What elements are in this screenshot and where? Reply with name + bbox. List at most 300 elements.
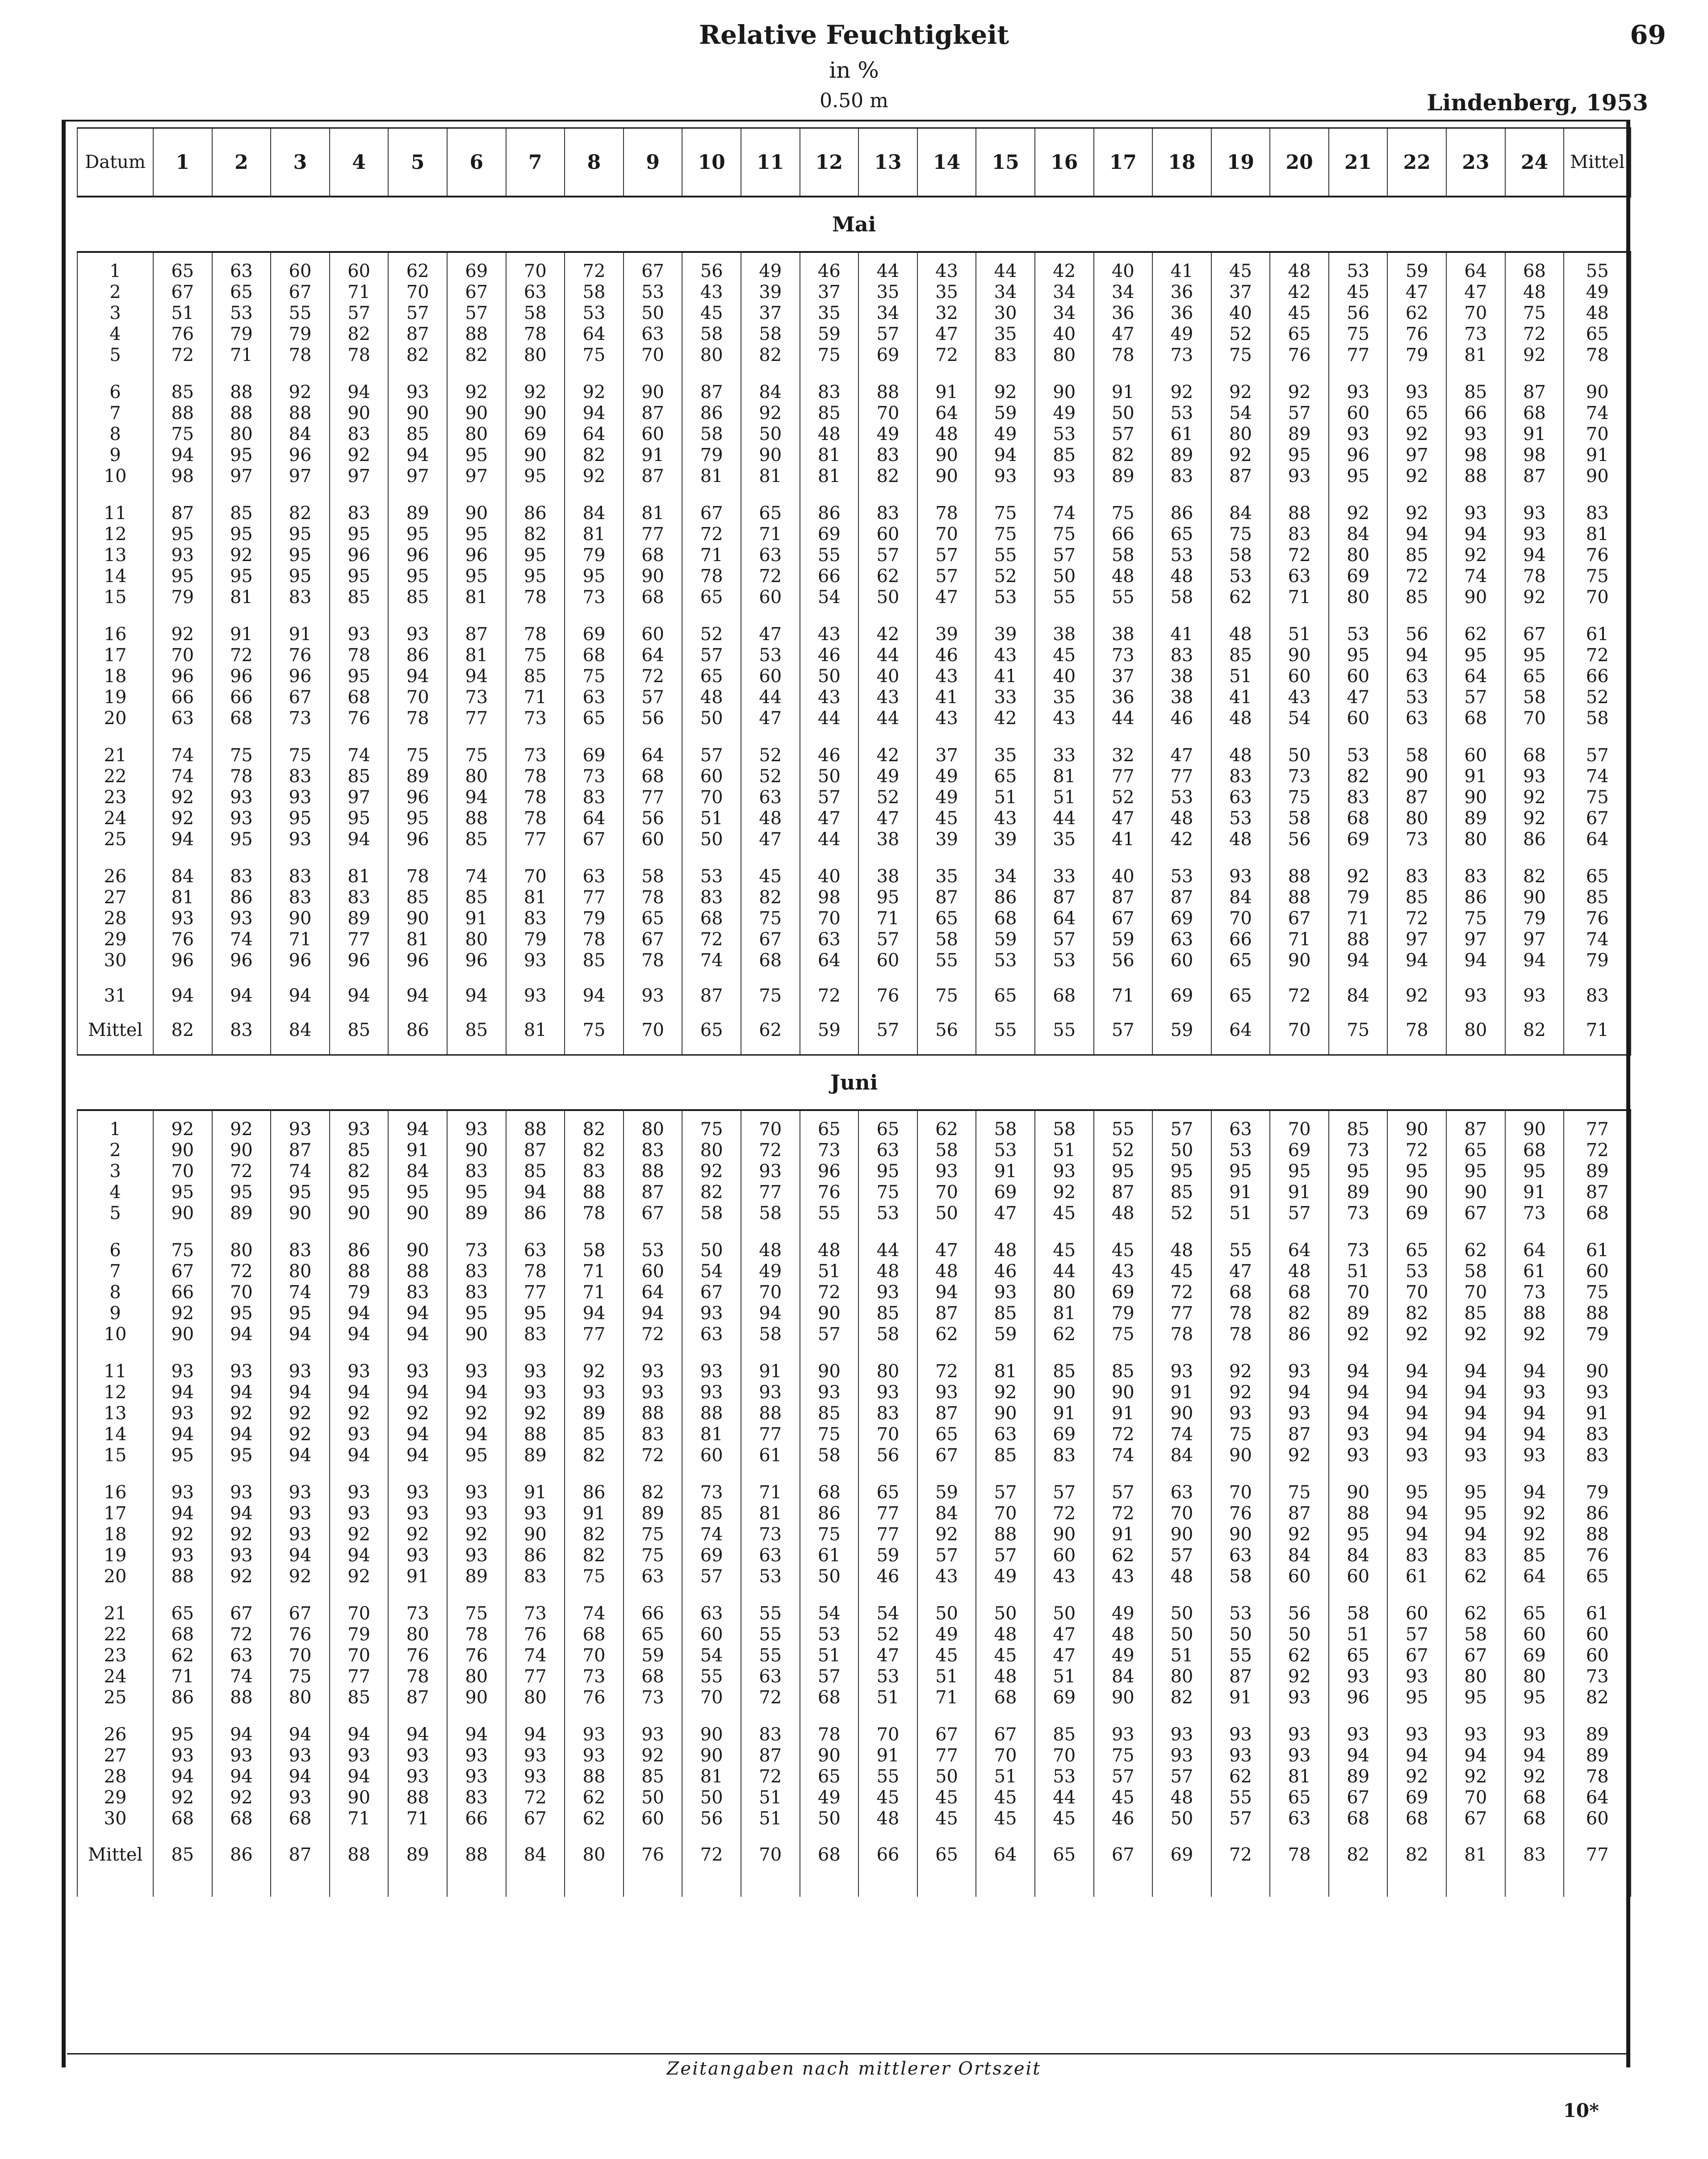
value: 53 bbox=[582, 303, 606, 323]
value: 91 bbox=[1053, 1403, 1076, 1424]
value: 77 bbox=[1586, 1119, 1609, 1140]
value: 35 bbox=[1053, 829, 1076, 850]
value: 70 bbox=[1288, 1119, 1311, 1140]
value: 94 bbox=[171, 1424, 194, 1445]
value: 66 bbox=[817, 566, 841, 587]
page-title: Relative Feuchtigkeit bbox=[699, 20, 1009, 50]
value: 68 bbox=[582, 1624, 606, 1645]
hour-value-cell bbox=[153, 495, 212, 616]
value: 88 bbox=[406, 1261, 429, 1282]
hour-value-cell bbox=[330, 979, 389, 1013]
hour-value-cell bbox=[271, 1110, 330, 1232]
value: 88 bbox=[465, 808, 488, 829]
hour-value-cell bbox=[1387, 495, 1446, 616]
value: 92 bbox=[1288, 1524, 1311, 1545]
value: 63 bbox=[582, 866, 606, 887]
value: 58 bbox=[1288, 808, 1311, 829]
value: 63 bbox=[1170, 929, 1193, 950]
table-bottom-spacer bbox=[77, 1879, 1631, 1897]
value: 55 bbox=[876, 1766, 900, 1787]
hour-value-cell bbox=[624, 252, 682, 374]
value: 94 bbox=[289, 985, 312, 1006]
value: 83 bbox=[876, 1403, 900, 1424]
value: 58 bbox=[1586, 708, 1609, 729]
value: 93 bbox=[171, 1745, 194, 1766]
date-cell bbox=[77, 858, 153, 979]
value: 50 bbox=[1170, 1624, 1193, 1645]
value: 46 bbox=[935, 645, 958, 666]
value: 85 bbox=[1464, 382, 1487, 402]
value: 94 bbox=[1464, 1403, 1487, 1424]
value: 56 bbox=[1347, 303, 1370, 323]
value: 82 bbox=[582, 1545, 606, 1566]
value: 97 bbox=[1405, 445, 1428, 465]
value: 78 bbox=[641, 950, 664, 971]
value: 94 bbox=[171, 1382, 194, 1403]
hour-value-cell bbox=[330, 1353, 389, 1474]
value: 92 bbox=[465, 1403, 488, 1424]
hour-value-cell bbox=[1094, 858, 1153, 979]
value: 68 bbox=[1523, 261, 1546, 281]
value: 61 bbox=[1405, 1566, 1428, 1587]
value: 77 bbox=[1111, 766, 1134, 787]
mean-value-cell: 82 bbox=[1387, 1837, 1446, 1879]
value: 12 bbox=[104, 1382, 127, 1403]
value: 86 bbox=[171, 1687, 194, 1708]
value: 31 bbox=[104, 985, 127, 1006]
value: 65 bbox=[582, 708, 606, 729]
value: 55 bbox=[759, 1603, 782, 1624]
hour-value-cell bbox=[506, 616, 565, 737]
date-cell bbox=[77, 1353, 153, 1474]
hour-value-cell bbox=[330, 1110, 389, 1232]
value: 84 bbox=[171, 866, 194, 887]
value: 89 bbox=[1347, 1303, 1370, 1324]
value: 73 bbox=[1170, 345, 1193, 365]
value: 75 bbox=[641, 1524, 664, 1545]
value: 59 bbox=[994, 929, 1017, 950]
value: 89 bbox=[1586, 1724, 1609, 1745]
value: 92 bbox=[1405, 1324, 1428, 1345]
value: 68 bbox=[230, 708, 253, 729]
mean-value-cell: 59 bbox=[800, 1013, 859, 1055]
value: 77 bbox=[465, 708, 488, 729]
value: 84 bbox=[1170, 1445, 1193, 1466]
value: 95 bbox=[347, 524, 371, 545]
value: 92 bbox=[1288, 382, 1311, 402]
daily-mean-cell bbox=[1564, 1595, 1631, 1716]
value: 87 bbox=[1229, 466, 1252, 486]
value: 50 bbox=[1170, 1808, 1193, 1829]
value: 88 bbox=[641, 1403, 664, 1424]
hour-value-cell bbox=[1329, 979, 1388, 1013]
value: 9 bbox=[109, 445, 121, 465]
value: 75 bbox=[1053, 524, 1076, 545]
value: 93 bbox=[935, 1161, 958, 1182]
value: 93 bbox=[1523, 985, 1546, 1006]
value: 45 bbox=[935, 808, 958, 829]
value: 67 bbox=[289, 1603, 312, 1624]
value: 14 bbox=[104, 1424, 127, 1445]
value: 68 bbox=[817, 1482, 841, 1503]
hour-value-cell bbox=[1270, 1353, 1329, 1474]
value: 93 bbox=[465, 1503, 488, 1524]
value: 75 bbox=[289, 745, 312, 766]
value: 94 bbox=[1464, 524, 1487, 545]
value: 90 bbox=[641, 382, 664, 402]
value: 46 bbox=[1170, 708, 1193, 729]
value: 94 bbox=[347, 985, 371, 1006]
value: 82 bbox=[582, 1445, 606, 1466]
value: 93 bbox=[230, 908, 253, 929]
value: 93 bbox=[1111, 1724, 1134, 1745]
hour-value-cell bbox=[1035, 737, 1094, 858]
value: 70 bbox=[171, 1161, 194, 1182]
value: 53 bbox=[1347, 261, 1370, 281]
value: 62 bbox=[582, 1787, 606, 1808]
value: 56 bbox=[1405, 624, 1428, 645]
value: 85 bbox=[700, 1503, 723, 1524]
hour-value-cell bbox=[800, 1232, 859, 1353]
value: 91 bbox=[1288, 1182, 1311, 1203]
value: 95 bbox=[230, 1445, 253, 1466]
value: 58 bbox=[700, 324, 723, 344]
value: 94 bbox=[406, 1119, 429, 1140]
hour-value-cell bbox=[447, 737, 506, 858]
value: 95 bbox=[230, 445, 253, 465]
monthly-mean-row bbox=[77, 1837, 1631, 1879]
value: 85 bbox=[230, 503, 253, 524]
value: 92 bbox=[1464, 1324, 1487, 1345]
value: 45 bbox=[759, 866, 782, 887]
value: 22 bbox=[104, 766, 127, 787]
value: 72 bbox=[1405, 1140, 1428, 1161]
value: 48 bbox=[1170, 566, 1193, 587]
hour-value-cell bbox=[1211, 1110, 1270, 1232]
value: 94 bbox=[347, 382, 371, 402]
mean-value-cell: 65 bbox=[1035, 1837, 1094, 1879]
value: 68 bbox=[1523, 403, 1546, 423]
value: 19 bbox=[104, 1545, 127, 1566]
hour-value-cell bbox=[1152, 1716, 1211, 1837]
value: 80 bbox=[230, 424, 253, 444]
value: 76 bbox=[347, 708, 371, 729]
value: 65 bbox=[759, 503, 782, 524]
value: 38 bbox=[876, 829, 900, 850]
value: 76 bbox=[171, 324, 194, 344]
value: 77 bbox=[641, 524, 664, 545]
value: 68 bbox=[230, 1808, 253, 1829]
value: 78 bbox=[1229, 1324, 1252, 1345]
value: 23 bbox=[104, 787, 127, 808]
value: 44 bbox=[876, 708, 900, 729]
value: 56 bbox=[641, 808, 664, 829]
value: 57 bbox=[1170, 1766, 1193, 1787]
value: 92 bbox=[465, 382, 488, 402]
value: 50 bbox=[700, 829, 723, 850]
value: 72 bbox=[641, 1445, 664, 1466]
value: 71 bbox=[700, 545, 723, 566]
value: 67 bbox=[1111, 908, 1134, 929]
value: 86 bbox=[1464, 887, 1487, 908]
value: 69 bbox=[1053, 1424, 1076, 1445]
value: 79 bbox=[1586, 1324, 1609, 1345]
value: 37 bbox=[1111, 666, 1134, 687]
hour-value-cell bbox=[917, 737, 976, 858]
value: 86 bbox=[817, 1503, 841, 1524]
hour-value-cell bbox=[506, 737, 565, 858]
value: 84 bbox=[1229, 887, 1252, 908]
value: 70 bbox=[876, 1724, 900, 1745]
value: 94 bbox=[465, 666, 488, 687]
hour-value-cell bbox=[624, 1353, 682, 1474]
value: 10 bbox=[104, 466, 127, 486]
mean-value-cell: 57 bbox=[858, 1013, 917, 1055]
value: 60 bbox=[1053, 1545, 1076, 1566]
value: 60 bbox=[876, 524, 900, 545]
value: 90 bbox=[523, 445, 547, 465]
value: 53 bbox=[700, 866, 723, 887]
hour-value-cell bbox=[1505, 374, 1564, 495]
value: 73 bbox=[1347, 1140, 1370, 1161]
value: 84 bbox=[1111, 1666, 1134, 1687]
value: 60 bbox=[1347, 403, 1370, 423]
value: 81 bbox=[347, 866, 371, 887]
value: 60 bbox=[700, 1445, 723, 1466]
value: 95 bbox=[1464, 1687, 1487, 1708]
spacer-cell bbox=[1505, 1879, 1564, 1897]
hour-value-cell bbox=[1387, 1595, 1446, 1716]
value: 92 bbox=[641, 1745, 664, 1766]
value: 79 bbox=[230, 324, 253, 344]
value: 94 bbox=[1464, 950, 1487, 971]
value: 92 bbox=[230, 1787, 253, 1808]
value: 49 bbox=[1170, 324, 1193, 344]
value: 47 bbox=[1053, 1624, 1076, 1645]
value: 58 bbox=[1464, 1624, 1487, 1645]
value: 83 bbox=[289, 887, 312, 908]
value: 70 bbox=[876, 1424, 900, 1445]
value: 58 bbox=[1053, 1119, 1076, 1140]
value: 94 bbox=[171, 445, 194, 465]
value: 48 bbox=[1288, 261, 1311, 281]
value: 93 bbox=[1464, 503, 1487, 524]
value: 85 bbox=[994, 1445, 1017, 1466]
value: 91 bbox=[935, 382, 958, 402]
value: 94 bbox=[465, 1724, 488, 1745]
value: 56 bbox=[1111, 950, 1134, 971]
value: 85 bbox=[1523, 1545, 1546, 1566]
value: 93 bbox=[465, 1766, 488, 1787]
value: 74 bbox=[582, 1603, 606, 1624]
hour-value-cell bbox=[741, 252, 800, 374]
value: 68 bbox=[641, 766, 664, 787]
value: 6 bbox=[109, 382, 121, 402]
value: 85 bbox=[523, 1161, 547, 1182]
value: 90 bbox=[1111, 1687, 1134, 1708]
value: 13 bbox=[104, 545, 127, 566]
value: 92 bbox=[1229, 1361, 1252, 1382]
value: 88 bbox=[230, 382, 253, 402]
value: 58 bbox=[994, 1119, 1017, 1140]
value: 34 bbox=[876, 303, 900, 323]
value: 91 bbox=[1170, 1382, 1193, 1403]
value: 33 bbox=[1053, 866, 1076, 887]
value: 95 bbox=[465, 445, 488, 465]
value: 94 bbox=[582, 985, 606, 1006]
value: 58 bbox=[582, 282, 606, 302]
value: 34 bbox=[1111, 282, 1134, 302]
hour-value-cell bbox=[388, 495, 447, 616]
value: 47 bbox=[994, 1203, 1017, 1224]
value: 92 bbox=[230, 1119, 253, 1140]
value: 50 bbox=[1170, 1603, 1193, 1624]
value: 52 bbox=[1111, 787, 1134, 808]
value: 89 bbox=[347, 908, 371, 929]
value: 73 bbox=[582, 587, 606, 608]
value: 72 bbox=[700, 524, 723, 545]
value: 92 bbox=[347, 1524, 371, 1545]
value: 68 bbox=[582, 645, 606, 666]
value: 93 bbox=[759, 1382, 782, 1403]
value: 73 bbox=[1464, 324, 1487, 344]
hour-value-cell bbox=[388, 1232, 447, 1353]
value: 82 bbox=[1347, 766, 1370, 787]
value: 93 bbox=[230, 1545, 253, 1566]
value: 83 bbox=[289, 587, 312, 608]
value: 69 bbox=[1347, 829, 1370, 850]
value: 78 bbox=[1111, 345, 1134, 365]
date-cell bbox=[77, 616, 153, 737]
value: 84 bbox=[406, 1161, 429, 1182]
value: 85 bbox=[876, 1303, 900, 1324]
value: 62 bbox=[1229, 587, 1252, 608]
hour-value-cell bbox=[800, 1716, 859, 1837]
value: 58 bbox=[876, 1324, 900, 1345]
value: 78 bbox=[700, 566, 723, 587]
value: 84 bbox=[1347, 985, 1370, 1006]
value: 93 bbox=[1405, 1666, 1428, 1687]
value: 57 bbox=[1288, 1203, 1311, 1224]
value: 61 bbox=[817, 1545, 841, 1566]
value: 78 bbox=[406, 866, 429, 887]
value: 90 bbox=[347, 1787, 371, 1808]
value: 92 bbox=[1229, 382, 1252, 402]
value: 92 bbox=[1523, 1324, 1546, 1345]
value: 75 bbox=[1586, 566, 1609, 587]
hour-value-cell bbox=[388, 616, 447, 737]
value: 89 bbox=[1347, 1766, 1370, 1787]
value: 49 bbox=[759, 1261, 782, 1282]
hour-value-cell bbox=[917, 1474, 976, 1595]
value: 2 bbox=[109, 1140, 121, 1161]
value: 75 bbox=[582, 666, 606, 687]
value: 92 bbox=[171, 787, 194, 808]
value: 53 bbox=[994, 950, 1017, 971]
value: 53 bbox=[1347, 624, 1370, 645]
value: 64 bbox=[817, 950, 841, 971]
value: 81 bbox=[465, 645, 488, 666]
value: 72 bbox=[1288, 985, 1311, 1006]
value: 63 bbox=[1288, 1808, 1311, 1829]
value: 70 bbox=[406, 282, 429, 302]
hour-value-cell bbox=[624, 1595, 682, 1716]
value: 51 bbox=[1347, 1261, 1370, 1282]
value: 58 bbox=[759, 1324, 782, 1345]
value: 57 bbox=[994, 1545, 1017, 1566]
hour-value-cell bbox=[917, 1595, 976, 1716]
value: 57 bbox=[1111, 424, 1134, 444]
value: 54 bbox=[700, 1645, 723, 1666]
value: 40 bbox=[1229, 303, 1252, 323]
value: 86 bbox=[523, 503, 547, 524]
hour-value-cell bbox=[1152, 616, 1211, 737]
hour-value-cell bbox=[212, 374, 271, 495]
value: 50 bbox=[1288, 745, 1311, 766]
value: 59 bbox=[935, 1482, 958, 1503]
value: 14 bbox=[104, 566, 127, 587]
value: 65 bbox=[700, 587, 723, 608]
value: 83 bbox=[817, 382, 841, 402]
value: 77 bbox=[1170, 1303, 1193, 1324]
value: 63 bbox=[582, 687, 606, 708]
value: 81 bbox=[759, 1503, 782, 1524]
hour-value-cell bbox=[1211, 495, 1270, 616]
value: 57 bbox=[876, 324, 900, 344]
hour-value-cell bbox=[741, 495, 800, 616]
column-header: 18 bbox=[1152, 128, 1211, 197]
date-cell bbox=[77, 979, 153, 1013]
value: 68 bbox=[1053, 985, 1076, 1006]
value: 35 bbox=[935, 282, 958, 302]
value: 66 bbox=[1111, 524, 1134, 545]
hour-value-cell bbox=[271, 1353, 330, 1474]
value: 94 bbox=[465, 1382, 488, 1403]
value: 93 bbox=[1170, 1361, 1193, 1382]
value: 70 bbox=[876, 403, 900, 423]
value: 55 bbox=[759, 1645, 782, 1666]
value: 93 bbox=[1523, 1724, 1546, 1745]
value: 92 bbox=[289, 382, 312, 402]
value: 59 bbox=[994, 1324, 1017, 1345]
mean-value-cell: 85 bbox=[330, 1013, 389, 1055]
value: 79 bbox=[1347, 887, 1370, 908]
value: 75 bbox=[1288, 787, 1311, 808]
hour-value-cell bbox=[1211, 737, 1270, 858]
value: 61 bbox=[1170, 424, 1193, 444]
hour-value-cell bbox=[1152, 737, 1211, 858]
value: 94 bbox=[171, 829, 194, 850]
value: 92 bbox=[171, 1787, 194, 1808]
hour-value-cell bbox=[1152, 1474, 1211, 1595]
value: 93 bbox=[289, 1745, 312, 1766]
value: 62 bbox=[1405, 303, 1428, 323]
value: 93 bbox=[347, 1482, 371, 1503]
value: 8 bbox=[109, 1282, 121, 1303]
value: 79 bbox=[1405, 345, 1428, 365]
value: 96 bbox=[171, 666, 194, 687]
value: 90 bbox=[347, 403, 371, 423]
hour-value-cell bbox=[1035, 252, 1094, 374]
value: 94 bbox=[230, 1503, 253, 1524]
value: 94 bbox=[1347, 1361, 1370, 1382]
value: 79 bbox=[1111, 1303, 1134, 1324]
value: 93 bbox=[1464, 1445, 1487, 1466]
day-group-row bbox=[77, 858, 1631, 979]
hour-value-cell bbox=[976, 1110, 1035, 1232]
value: 93 bbox=[700, 1382, 723, 1403]
value: 53 bbox=[1053, 424, 1076, 444]
